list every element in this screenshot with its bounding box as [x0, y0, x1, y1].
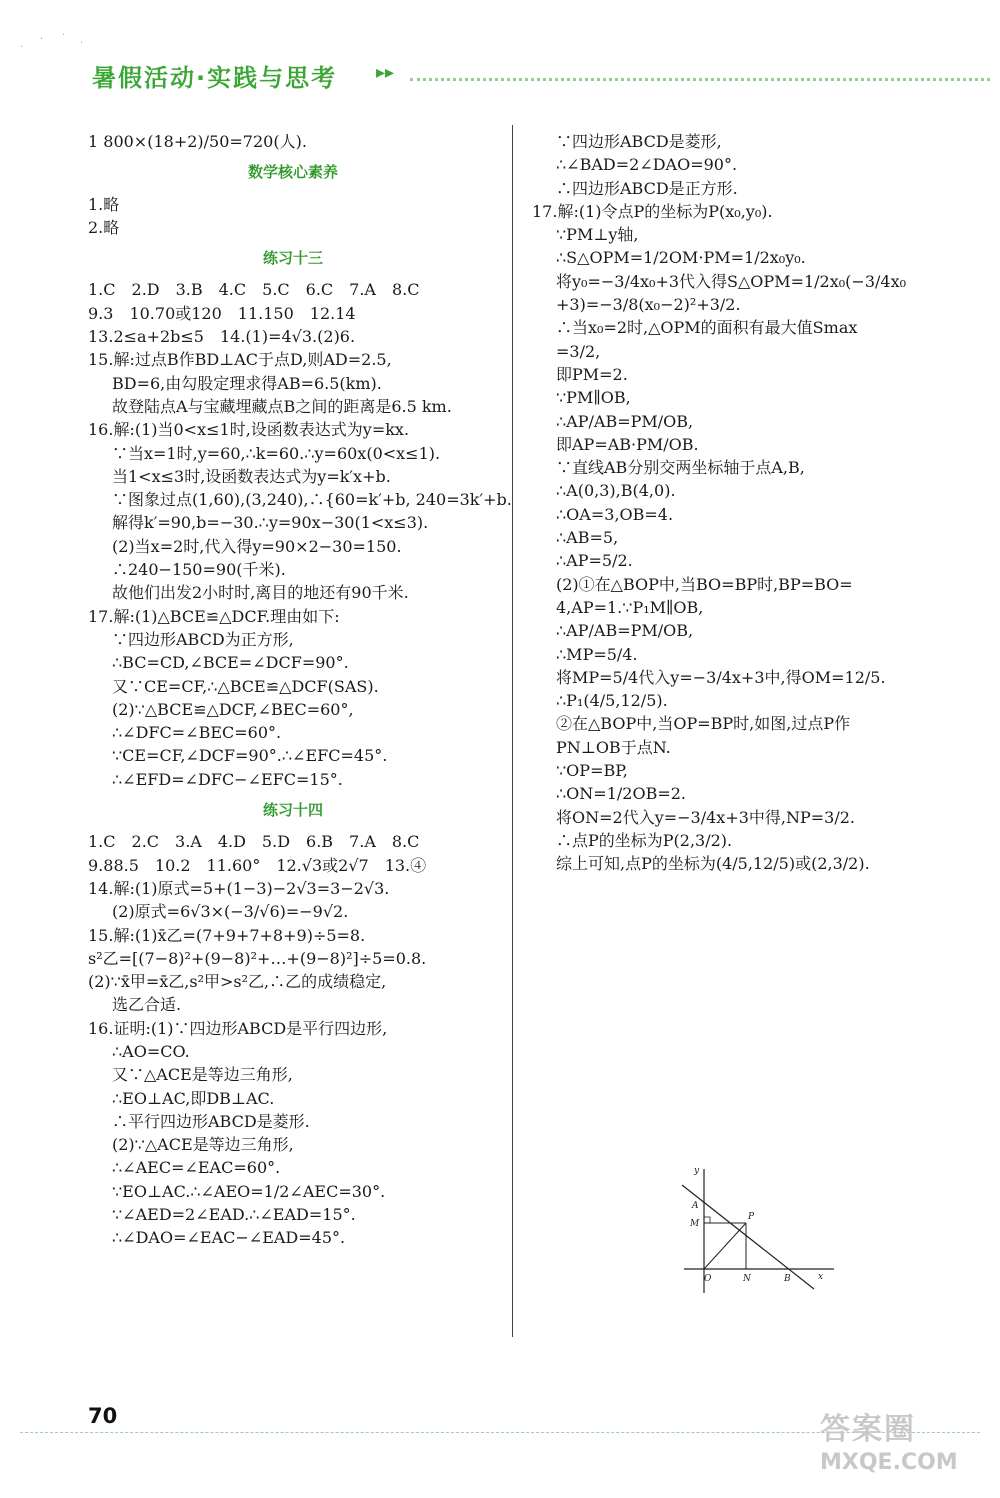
answer-line: 1 800×(18+2)/50=720(人).: [88, 132, 307, 151]
label-y: y: [694, 1166, 700, 1176]
page-header: [0, 0, 1000, 110]
answer-line: ∵直线AB分别交两坐标轴于点A,B,: [556, 458, 805, 478]
answer-line: 将ON=2代入y=−3/4x+3中得,NP=3/2.: [556, 807, 856, 827]
page-number: 70: [88, 1404, 118, 1428]
answer-line: 9.3 10.70或120 11.150 12.14: [88, 303, 356, 323]
segment-op: [704, 1223, 746, 1269]
double-arrow-icon: ▸▸: [376, 62, 395, 83]
decor-dot: ·: [20, 42, 24, 53]
answer-line: ∴240−150=90(千米).: [112, 560, 286, 580]
right-column: [532, 130, 942, 876]
label-o: O: [704, 1274, 712, 1284]
label-m: M: [690, 1219, 700, 1229]
answer-line: ②在△BOP中,当OP=BP时,如图,过点P作: [556, 714, 851, 734]
answer-line: ∴当x₀=2时,△OPM的面积有最大值Smax: [556, 318, 858, 338]
answer-line: 又∵△ACE是等边三角形,: [112, 1065, 293, 1085]
answer-line: 13.2≤a+2b≤5 14.(1)=4√3.(2)6.: [88, 327, 356, 347]
answer-line: ∵OP=BP,: [556, 761, 628, 781]
answer-line: ∵四边形ABCD是菱形,: [556, 132, 722, 151]
answer-line: ∴AP/AB=PM/OB,: [556, 411, 694, 431]
answer-line: ∴AP/AB=PM/OB,: [556, 621, 694, 641]
answer-line: 又∵CE=CF,∴△BCE≌△DCF(SAS).: [112, 676, 379, 696]
answer-line: ∴OA=3,OB=4.: [556, 504, 674, 524]
header-title: 暑假活动·实践与思考: [92, 64, 338, 92]
answer-line: ∴ON=1/2OB=2.: [556, 784, 686, 804]
answer-line: ∴AB=5,: [556, 528, 619, 548]
answer-line: ∴AP=5/2.: [556, 551, 633, 571]
answer-line: ∵四边形ABCD为正方形,: [112, 629, 294, 649]
answer-line: 解得k′=90,b=−30.∴y=90x−30(1<x≤3).: [112, 513, 429, 533]
answer-line: 1.C 2.C 3.A 4.D 5.D 6.B 7.A 8.C: [88, 832, 420, 852]
answer-line: ∴点P的坐标为P(2,3/2).: [556, 830, 733, 850]
answer-line: ∵PM⊥y轴,: [556, 225, 639, 245]
answer-line: ∵PM∥OB,: [556, 388, 631, 408]
answer-line: 15.解:过点B作BD⊥AC于点D,则AD=2.5,: [88, 350, 392, 370]
answer-line: 故登陆点A与宝藏埋藏点B之间的距离是6.5 km.: [112, 396, 452, 416]
header-dotted-rule: [410, 78, 990, 81]
section-heading: 数学核心素养: [247, 163, 338, 182]
answer-line: (2)∵△BCE≌△DCF,∠BEC=60°,: [112, 699, 354, 719]
section-heading: 练习十三: [262, 249, 323, 268]
answer-line: (2)①在△BOP中,当BO=BP时,BP=BO=: [556, 574, 853, 594]
answer-line: 将y₀=−3/4x₀+3代入得S△OPM=1/2x₀(−3/4x₀: [556, 271, 907, 291]
answer-line: ∴MP=5/4.: [556, 644, 638, 664]
answer-line: PN⊥OB于点N.: [556, 737, 671, 757]
section-heading: 练习十四: [262, 801, 323, 820]
answer-line: 综上可知,点P的坐标为(4/5,12/5)或(2,3/2).: [556, 854, 870, 874]
answer-line: ∴∠AEC=∠EAC=60°.: [112, 1158, 281, 1178]
answer-line: ∴S△OPM=1/2OM·PM=1/2x₀y₀.: [556, 248, 806, 268]
coordinate-figure: [676, 1163, 846, 1303]
answer-line: 15.解:(1)x̄乙=(7+9+7+8+9)÷5=8.: [88, 925, 366, 945]
answer-line: ∴四边形ABCD是正方形.: [556, 178, 738, 198]
answer-line: 选乙合适.: [112, 995, 182, 1015]
answer-line: ∵EO⊥AC.∴∠AEO=1/2∠AEC=30°.: [112, 1181, 386, 1201]
watermark-url: MXQE.COM: [820, 1450, 958, 1475]
answer-line: 1.C 2.D 3.B 4.C 5.C 6.C 7.A 8.C: [88, 280, 420, 300]
decor-dot: ·: [40, 34, 44, 45]
column-divider: [512, 125, 513, 1337]
answer-line: 将MP=5/4代入y=−3/4x+3中,得OM=12/5.: [556, 667, 886, 687]
answer-line: (2)∵△ACE是等边三角形,: [112, 1135, 294, 1155]
answer-line: +3)=−3/8(x₀−2)²+3/2.: [556, 295, 741, 315]
answer-line: 17.解:(1)令点P的坐标为P(x₀,y₀).: [532, 201, 773, 221]
right-angle-mark: [704, 1217, 710, 1223]
answer-line: (2)原式=6√3×(−3/√6)=−9√2.: [112, 902, 349, 922]
answer-line: 16.证明:(1)∵四边形ABCD是平行四边形,: [88, 1018, 388, 1038]
answer-line: 故他们出发2小时时,离目的地还有90千米.: [112, 583, 409, 603]
answer-line: ∴P₁(4/5,12/5).: [556, 691, 668, 711]
answer-line: 即PM=2.: [556, 364, 628, 384]
answer-line: ∴平行四边形ABCD是菱形.: [112, 1111, 310, 1131]
answer-line: 4,AP=1.∵P₁M∥OB,: [556, 597, 704, 617]
answer-line: ∴AO=CO.: [112, 1041, 190, 1061]
answer-line: (2)当x=2时,代入得y=90×2−30=150.: [112, 536, 402, 556]
answer-line: ∵当x=1时,y=60,∴k=60.∴y=60x(0<x≤1).: [112, 443, 441, 463]
answer-line: 2.略: [88, 217, 120, 237]
decor-dot: ·: [62, 30, 66, 41]
answer-line: ∴BC=CD,∠BCE=∠DCF=90°.: [112, 653, 349, 673]
answer-line: 9.88.5 10.2 11.60° 12.√3或2√7 13.④: [88, 855, 427, 875]
label-p: P: [748, 1212, 755, 1222]
watermark-logo: 答案圈: [820, 1412, 916, 1447]
answer-line: ∵∠AED=2∠EAD.∴∠EAD=15°.: [112, 1205, 356, 1225]
label-b: B: [784, 1274, 791, 1284]
answer-line: (2)∵x̄甲=x̄乙,s²甲>s²乙,∴乙的成绩稳定,: [88, 972, 387, 992]
answer-line: 16.解:(1)当0<x≤1时,设函数表达式为y=kx.: [88, 420, 410, 440]
label-a: A: [692, 1201, 699, 1211]
answer-line: 即AP=AB·PM/OB.: [556, 434, 699, 454]
answer-line: 14.解:(1)原式=5+(1−3)−2√3=3−2√3.: [88, 878, 390, 898]
answer-line: ∴A(0,3),B(4,0).: [556, 481, 676, 501]
answer-line: ∴∠DFC=∠BEC=60°.: [112, 723, 282, 743]
answer-line: 17.解:(1)△BCE≌△DCF.理由如下:: [88, 606, 340, 626]
label-x: x: [818, 1272, 824, 1282]
answer-line: ∴∠EFD=∠DFC−∠EFC=15°.: [112, 769, 343, 789]
left-column: [88, 130, 512, 1250]
answer-line: =3/2,: [556, 341, 601, 361]
answer-line: ∴∠DAO=∠EAC−∠EAD=45°.: [112, 1228, 346, 1248]
answer-line: ∵CE=CF,∠DCF=90°.∴∠EFC=45°.: [112, 746, 388, 766]
answer-line: ∴EO⊥AC,即DB⊥AC.: [112, 1088, 275, 1108]
label-n: N: [743, 1274, 751, 1284]
answer-line: 当1<x≤3时,设函数表达式为y=k′x+b.: [112, 466, 391, 486]
answer-line: BD=6,由勾股定理求得AB=6.5(km).: [112, 373, 382, 393]
answer-line: ∵图象过点(1,60),(3,240),∴{60=k′+b, 240=3k′+b.: [112, 490, 512, 510]
answer-line: 1.略: [88, 194, 120, 214]
decor-dot: ·: [80, 38, 84, 49]
answer-line: ∴∠BAD=2∠DAO=90°.: [556, 155, 738, 175]
answer-line: s²乙=[(7−8)²+(9−8)²+…+(9−8)²]÷5=0.8.: [88, 948, 427, 968]
